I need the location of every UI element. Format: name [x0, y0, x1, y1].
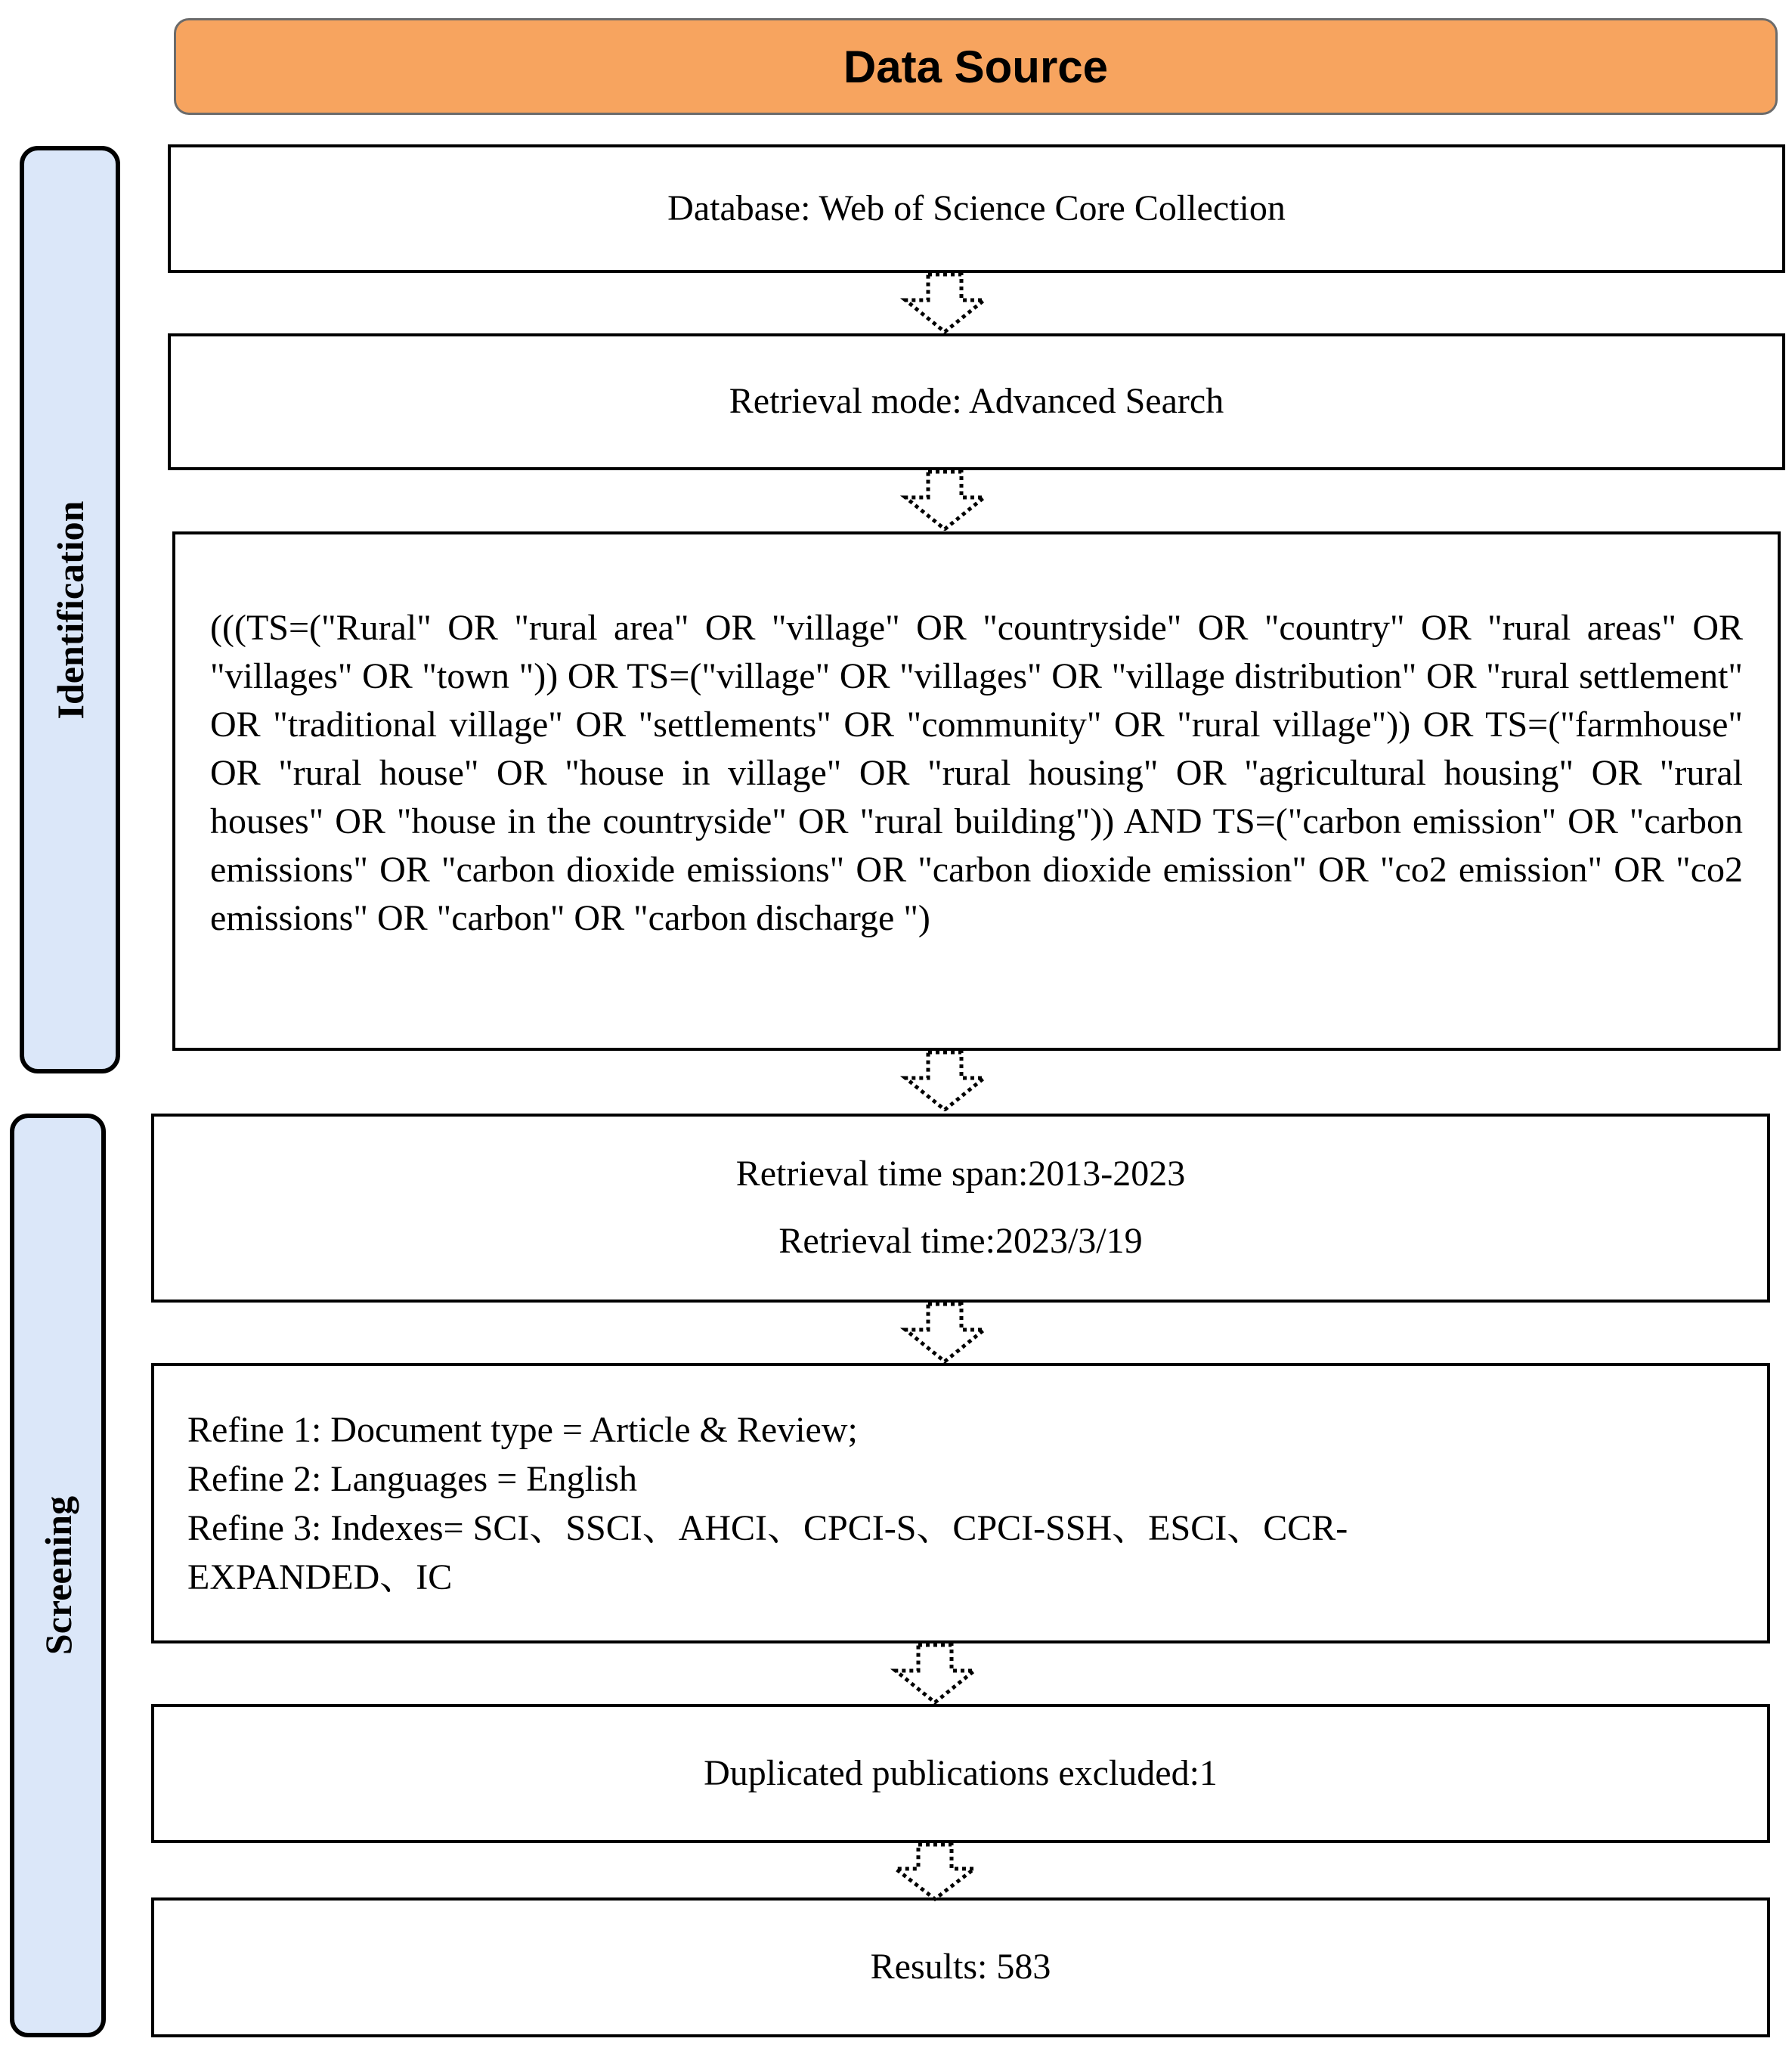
down-arrow-icon	[899, 470, 990, 531]
data-source-header	[174, 18, 1778, 115]
time-span-box	[151, 1114, 1770, 1303]
time-span-text: Retrieval time span:2013-2023	[735, 1154, 1186, 1194]
database-box	[168, 144, 1785, 273]
refine-box	[151, 1363, 1770, 1643]
data-source-title: Data Source	[843, 41, 1109, 92]
identification-label: Identification	[48, 500, 91, 719]
refine-3-continued-text: EXPANDED、IC	[187, 1557, 453, 1597]
duplicates-text: Duplicated publications excluded:1	[704, 1752, 1218, 1793]
screening-stage-bar	[10, 1114, 106, 2037]
search-query-box	[172, 531, 1781, 1051]
results-box	[151, 1897, 1770, 2037]
retrieval-mode-box	[168, 333, 1785, 470]
duplicates-box	[151, 1704, 1770, 1843]
search-query-text: (((TS=("Rural" OR "rural area" OR "village" OR "countryside" OR "country" OR "rural areas" OR "villages" OR "town ")) OR TS=("village" OR "villages" OR "village distribution" OR "rural settlement" OR "traditional village" OR "settlements" OR "community" OR "rural village")) OR TS=("farmhouse" OR "rural house" OR "house in village" OR "rural housing" OR "agricultural housing" OR "rural houses" OR "house in the countryside" OR "rural building")) AND TS=("carbon emission" OR "carbon emissions" OR "carbon dioxide emissions" OR "carbon dioxide emission" OR "co2 emission" OR "co2 emissions" OR "carbon" OR "carbon discharge ")	[210, 608, 1743, 938]
down-arrow-icon	[899, 273, 990, 333]
down-arrow-icon	[890, 1842, 980, 1902]
identification-stage-bar	[20, 146, 120, 1073]
refine-2-text: Refine 2: Languages = English	[187, 1459, 637, 1499]
down-arrow-icon	[899, 1051, 990, 1111]
retrieval-mode-text: Retrieval mode: Advanced Search	[729, 381, 1224, 422]
down-arrow-icon	[890, 1643, 980, 1704]
refine-1-text: Refine 1: Document type = Article & Review;	[187, 1410, 858, 1450]
refine-3-text: Refine 3: Indexes= SCI、SSCI、AHCI、CPCI-S、CPCI-SSH、ESCI、CCR-	[187, 1508, 1348, 1548]
results-text: Results: 583	[870, 1947, 1051, 1987]
retrieval-time-text: Retrieval time:2023/3/19	[778, 1221, 1143, 1261]
database-text: Database: Web of Science Core Collection	[667, 187, 1286, 228]
screening-label: Screening	[36, 1495, 79, 1656]
down-arrow-icon	[899, 1303, 990, 1363]
